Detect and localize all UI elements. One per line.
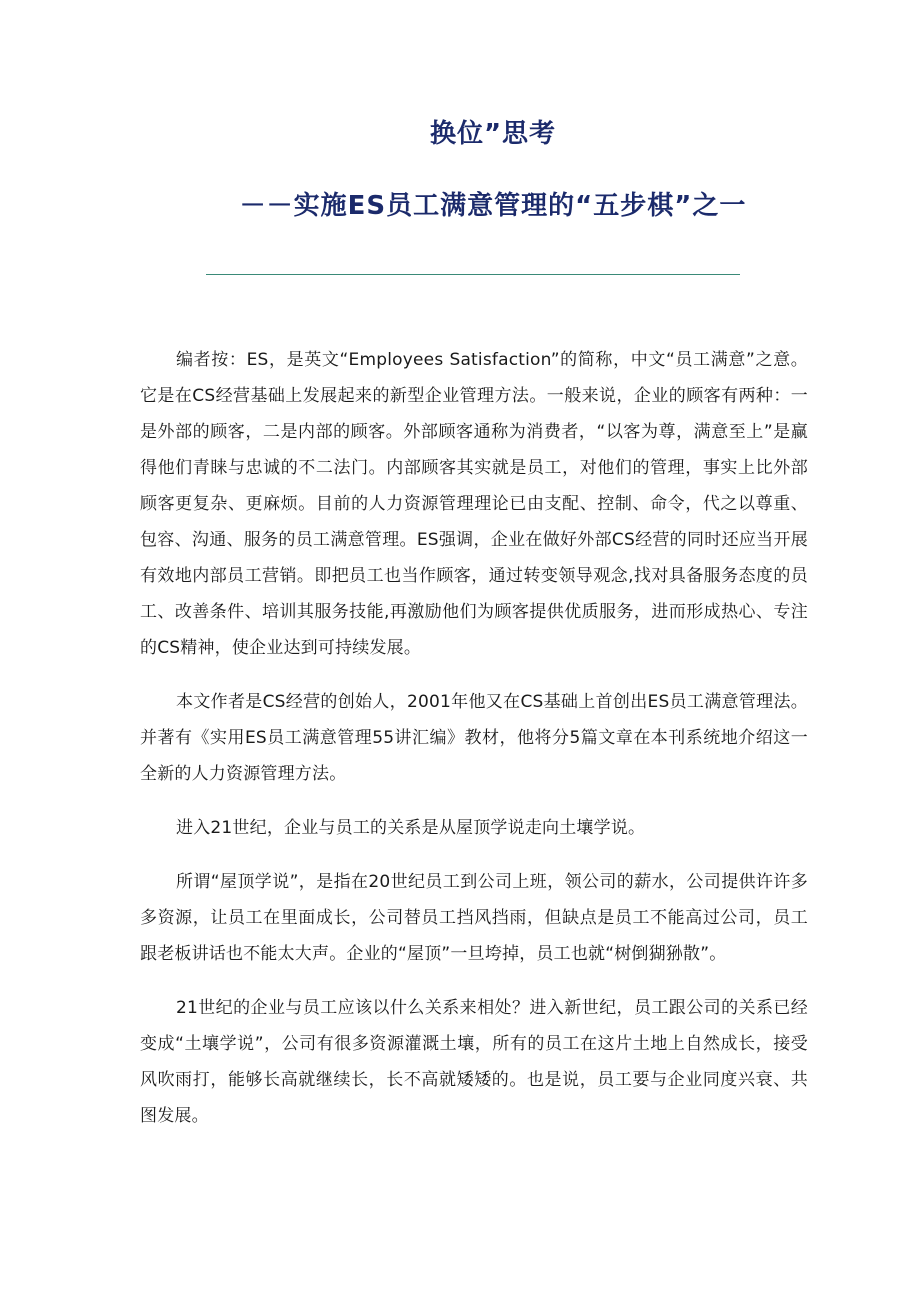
author-intro-paragraph: 本文作者是CS经营的创始人，2001年他又在CS基础上首创出ES员工满意管理法。并著有《实用ES员工满意管理55讲汇编》教材，他将分5篇文章在本刊系统地介绍这一全新的人力资源管理方法。 <box>140 692 808 784</box>
document-subtitle: －－实施ES员工满意管理的“五步棋”之一 <box>239 191 747 221</box>
article-body <box>140 342 808 1152</box>
body-paragraph: 所谓“屋顶学说”，是指在20世纪员工到公司上班，领公司的薪水，公司提供许许多多资源，让员工在里面成长，公司替员工挡风挡雨，但缺点是员工不能高过公司，员工跟老板讲话也不能太大声。企业的“屋顶”一旦垮掉，员工也就“树倒猢狲散”。 <box>140 872 808 964</box>
document-title: 换位”思考 <box>429 119 557 149</box>
body-paragraph: 进入21世纪，企业与员工的关系是从屋顶学说走向土壤学说。 <box>176 818 646 838</box>
editor-note-paragraph: 编者按：ES，是英文“Employees Satisfaction”的简称，中文“员工满意”之意。它是在CS经营基础上发展起来的新型企业管理方法。一般来说，企业的顾客有两种：一是外部的顾客，二是内部的顾客。外部顾客通称为消费者，“以客为尊，满意至上”是赢得他们青睐与忠诚的不二法门。内部顾客其实就是员工，对他们的管理，事实上比外部顾客更复杂、更麻烦。目前的人力资源管理理论已由支配、控制、命令，代之以尊重、包容、沟通、服务的员工满意管理。ES强调，企业在做好外部CS经营的同时还应当开展有效地内部员工营销。即把员工也当作顾客，通过转变领导观念,找对具备服务态度的员工、改善条件、培训其服务技能,再激励他们为顾客提供优质服务，进而形成热心、专注的CS精神，使企业达到可持续发展。 <box>140 350 808 658</box>
body-paragraph: 21世纪的企业与员工应该以什么关系来相处？进入新世纪，员工跟公司的关系已经变成“土壤学说”，公司有很多资源灌溉土壤，所有的员工在这片土地上自然成长，接受风吹雨打，能够长高就继续长，长不高就矮矮的。也是说，员工要与企业同度兴衰、共图发展。 <box>140 998 808 1126</box>
title-divider <box>206 274 740 275</box>
